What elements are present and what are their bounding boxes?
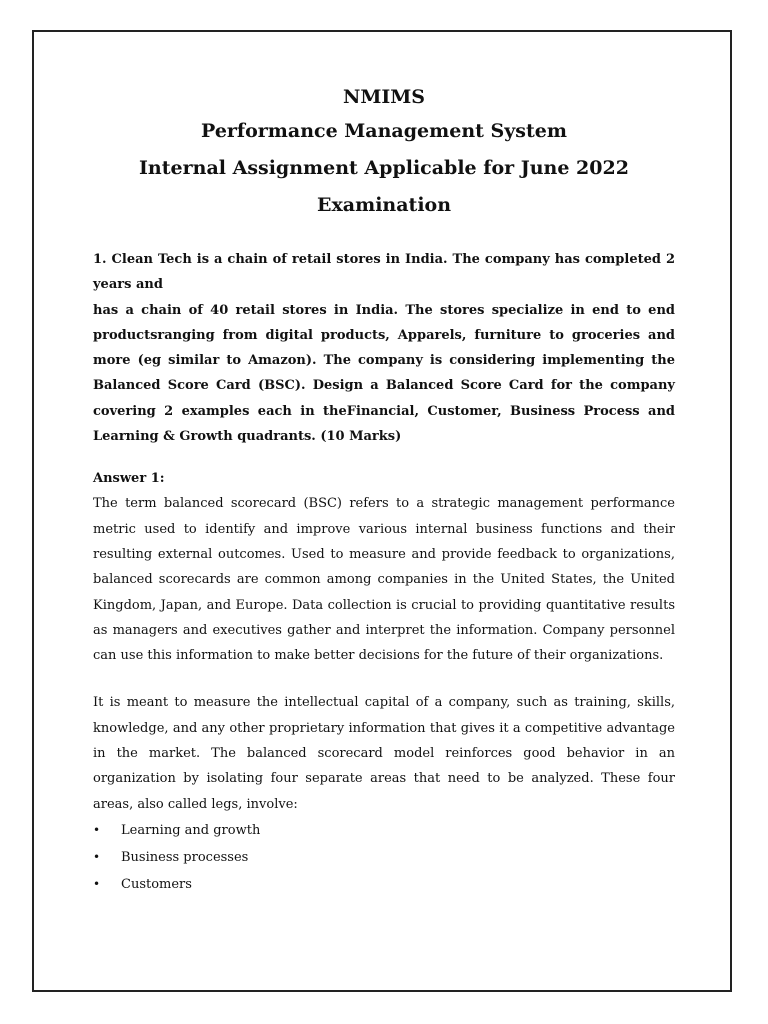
- institution-title: NMIMS: [342, 86, 426, 108]
- list-item-text: Business processes: [121, 849, 249, 865]
- assignment-title: Internal Assignment Applicable for June 2022: [139, 157, 629, 179]
- legs-list: [93, 817, 675, 898]
- answer-heading: Answer 1:: [93, 471, 165, 487]
- document-content: [93, 84, 675, 898]
- bullet-icon: •: [93, 849, 101, 864]
- list-item: [93, 844, 675, 871]
- assignment-title-cont: Examination: [316, 194, 452, 216]
- question-1: [93, 247, 675, 449]
- answer-paragraph-1: The term balanced scorecard (BSC) refers to a strategic management performance metric used to identify and improve various internal business functions and their resulting external outcomes. Used to measure and provide feedback to organizations, balanced scorecards are common among companies in the United States, the United Kingdom, Japan, and Europe. Data collection is crucial to providing quantitative results as managers and executives gather and interpret the information. Company personnel can use this information to make better decisions for the future of their organizations.: [93, 496, 675, 664]
- subject-title: Performance Management System: [201, 120, 567, 142]
- question-line: has a chain of 40 retail stores in India. The stores specialize in end to end productsranging from digital products, Apparels, furniture to groceries and more (eg similar to Amazon). The company is considering implementing the Balanced Score Card (BSC). Design a Balanced Score Card for the company covering 2 examples each in theFinancial, Customer, Business Process and Learning & Growth quadrants. (10 Marks): [93, 302, 675, 445]
- list-item-text: Customers: [121, 876, 192, 892]
- answer-paragraph-2: It is meant to measure the intellectual capital of a company, such as training, skills, knowledge, and any other proprietary information that gives it a competitive advantage in the market. The balanced scorecard model reinforces good behavior in an organization by isolating four separate areas that need to be analyzed. These four areas, also called legs, involve:: [93, 695, 675, 812]
- list-item: [93, 817, 675, 844]
- title-block: [93, 84, 675, 218]
- bullet-icon: •: [93, 876, 101, 891]
- question-line: 1. Clean Tech is a chain of retail stores in India. The company has completed 2 years and: [93, 252, 675, 293]
- list-item: [93, 871, 675, 898]
- list-item-text: Learning and growth: [121, 822, 261, 838]
- bullet-icon: •: [93, 822, 101, 837]
